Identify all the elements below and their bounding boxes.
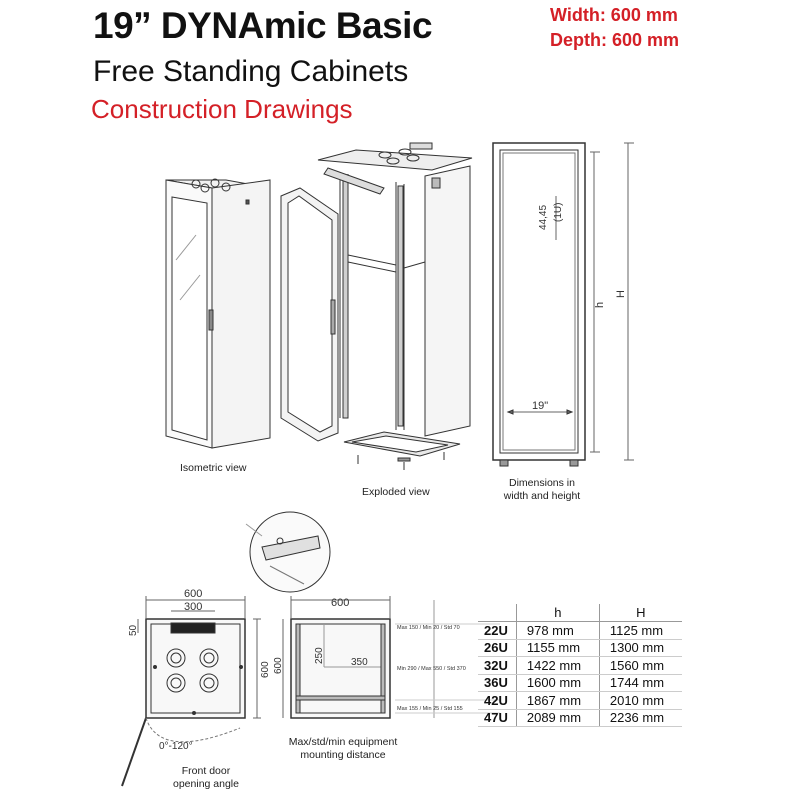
row-h: 2089 mm bbox=[516, 709, 599, 727]
table-header-H: H bbox=[599, 604, 682, 622]
door-caption-line2: opening angle bbox=[173, 778, 239, 790]
mounting-caption-line2: mounting distance bbox=[300, 749, 386, 761]
subtitle: Free Standing Cabinets bbox=[93, 55, 409, 88]
exploded-caption: Exploded view bbox=[362, 486, 430, 498]
row-units: 22U bbox=[478, 622, 516, 640]
row-H: 1125 mm bbox=[599, 622, 682, 640]
row-H: 1744 mm bbox=[599, 674, 682, 692]
table-header-u bbox=[478, 604, 516, 622]
plan-250-label: 250 bbox=[314, 647, 325, 664]
mount-mid-label: Min 290 / Max 550 / Std 370 bbox=[397, 666, 466, 672]
front-dimension-drawing bbox=[493, 143, 634, 466]
mounting-caption bbox=[283, 736, 403, 762]
depth-spec: Depth: 600 mm bbox=[550, 30, 680, 50]
rack-unit-u-label: (1U) bbox=[553, 202, 564, 222]
row-units: 32U bbox=[478, 657, 516, 675]
side-600-label: 600 bbox=[260, 661, 271, 678]
dimensions-caption-line1: Dimensions in bbox=[509, 477, 575, 489]
table-header-row bbox=[478, 604, 682, 622]
row-H: 1300 mm bbox=[599, 639, 682, 657]
row-h: 1600 mm bbox=[516, 674, 599, 692]
table-row bbox=[478, 657, 682, 675]
mount-bot-label: Max 155 / Min 25 / Std 155 bbox=[397, 706, 463, 712]
top-300-label: 300 bbox=[184, 601, 203, 613]
isometric-cabinet-drawing bbox=[166, 179, 270, 448]
rack-unit-dim-label: 44,45 bbox=[538, 204, 549, 230]
top-view-drawing bbox=[122, 596, 261, 786]
row-units: 42U bbox=[478, 692, 516, 710]
door-caption-line1: Front door bbox=[181, 765, 231, 777]
door-caption bbox=[168, 765, 244, 791]
top-600-label: 600 bbox=[184, 588, 203, 600]
exploded-frame bbox=[318, 143, 472, 470]
mounting-caption-line1: Max/std/min equipment bbox=[288, 736, 398, 748]
table-header-h: h bbox=[516, 604, 599, 622]
row-units: 26U bbox=[478, 639, 516, 657]
nineteen-inch-label: 19" bbox=[532, 400, 549, 412]
row-H: 1560 mm bbox=[599, 657, 682, 675]
width-spec: Width: 600 mm bbox=[550, 5, 678, 25]
plan-side-600-label: 600 bbox=[273, 657, 284, 674]
dimensions-caption-line2: width and height bbox=[503, 490, 581, 502]
table-row bbox=[478, 692, 682, 710]
row-H: 2010 mm bbox=[599, 692, 682, 710]
exploded-side-door bbox=[281, 188, 338, 441]
section-title: Construction Drawings bbox=[91, 94, 353, 124]
side-50-label: 50 bbox=[128, 624, 139, 636]
dimensions-caption bbox=[500, 477, 584, 503]
plan-350-label: 350 bbox=[351, 657, 368, 668]
table-row bbox=[478, 639, 682, 657]
mount-top-label: Max 150 / Min 20 / Std 70 bbox=[397, 625, 460, 631]
isometric-caption: Isometric view bbox=[180, 462, 247, 474]
detail-circle-drawing bbox=[246, 512, 330, 592]
row-h: 1155 mm bbox=[516, 639, 599, 657]
row-H: 2236 mm bbox=[599, 709, 682, 727]
door-angle-label: 0°-120° bbox=[159, 741, 193, 752]
row-h: 978 mm bbox=[516, 622, 599, 640]
plan-600-label: 600 bbox=[331, 597, 350, 609]
row-h: 1422 mm bbox=[516, 657, 599, 675]
h-dim-label: h bbox=[594, 301, 606, 308]
table-row bbox=[478, 622, 682, 640]
H-dim-label: H bbox=[615, 290, 627, 298]
dimensions-table bbox=[478, 604, 682, 727]
row-units: 36U bbox=[478, 674, 516, 692]
row-units: 47U bbox=[478, 709, 516, 727]
table-row bbox=[478, 674, 682, 692]
page-title: 19” DYNAmic Basic bbox=[93, 5, 433, 46]
row-h: 1867 mm bbox=[516, 692, 599, 710]
table-row bbox=[478, 709, 682, 727]
